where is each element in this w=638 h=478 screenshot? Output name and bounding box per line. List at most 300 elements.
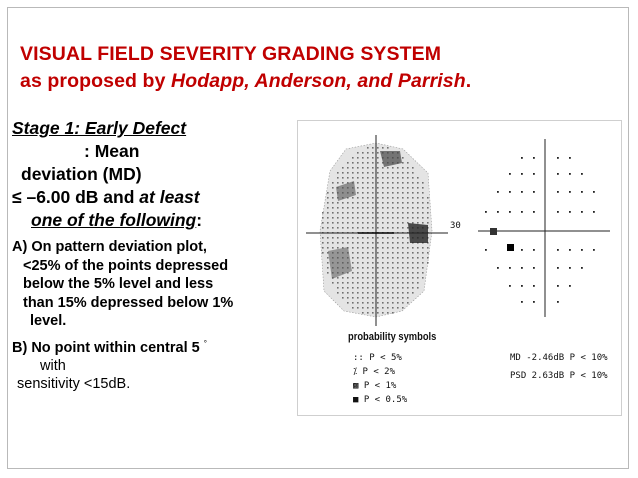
field-dot (382, 212, 384, 214)
criterion-b-text: B) No point within central 5 (12, 339, 200, 356)
field-dot (377, 152, 379, 154)
field-dot (377, 202, 379, 204)
field-dot (322, 222, 324, 224)
field-dot (372, 287, 374, 289)
field-dot (367, 157, 369, 159)
field-dot (352, 237, 354, 239)
field-dot (427, 262, 429, 264)
field-dot (372, 257, 374, 259)
field-dot (337, 217, 339, 219)
field-dot (367, 307, 369, 309)
pd-point (521, 285, 523, 287)
pattern-deviation-plot (478, 139, 610, 317)
field-dot (392, 252, 394, 254)
field-dot (337, 277, 339, 279)
field-dot (357, 197, 359, 199)
field-dot (352, 207, 354, 209)
field-dot (407, 237, 409, 239)
field-dot (392, 227, 394, 229)
field-dot (402, 157, 404, 159)
pd-point (557, 301, 559, 303)
field-dot (397, 287, 399, 289)
field-dot (422, 202, 424, 204)
field-dot (382, 237, 384, 239)
field-dot (367, 227, 369, 229)
field-dot (397, 292, 399, 294)
field-dot (402, 207, 404, 209)
field-dot (402, 162, 404, 164)
stage-line-1: : Mean (84, 141, 140, 161)
field-dot (387, 277, 389, 279)
field-dot (332, 247, 334, 249)
pd-point (521, 301, 523, 303)
field-dot (332, 207, 334, 209)
field-dot (342, 227, 344, 229)
field-dot (342, 217, 344, 219)
field-dot (382, 187, 384, 189)
field-dot (367, 187, 369, 189)
field-dot (327, 197, 329, 199)
field-dot (367, 247, 369, 249)
pd-point (521, 249, 523, 251)
field-dot (367, 257, 369, 259)
field-dot (412, 197, 414, 199)
pd-point (533, 157, 535, 159)
field-dot (367, 182, 369, 184)
field-dot (347, 167, 349, 169)
degree-symbol: ° (203, 338, 207, 348)
field-dot (392, 267, 394, 269)
field-dot (382, 202, 384, 204)
pd-point (569, 285, 571, 287)
field-dot (327, 207, 329, 209)
field-dot (412, 267, 414, 269)
field-dot (387, 227, 389, 229)
field-dot (402, 292, 404, 294)
criterion-b-line-3: sensitivity <15dB. (17, 376, 131, 393)
field-dot (357, 297, 359, 299)
field-dot (372, 207, 374, 209)
field-dot (382, 177, 384, 179)
field-dot (417, 277, 419, 279)
field-dot (427, 247, 429, 249)
field-dot (332, 197, 334, 199)
field-dot (417, 192, 419, 194)
field-dot (367, 212, 369, 214)
field-dot (417, 257, 419, 259)
field-dot (342, 292, 344, 294)
field-dot (347, 222, 349, 224)
field-dot (407, 257, 409, 259)
glyph-p5-icon: :: (353, 353, 364, 363)
field-dot (342, 202, 344, 204)
field-dot (377, 247, 379, 249)
field-dot (427, 217, 429, 219)
field-dot (357, 207, 359, 209)
field-dot (362, 197, 364, 199)
pd-point (569, 157, 571, 159)
field-dot (382, 182, 384, 184)
field-dot (412, 247, 414, 249)
field-dot (387, 217, 389, 219)
field-dot (377, 177, 379, 179)
field-dot (337, 292, 339, 294)
field-dot (352, 157, 354, 159)
field-dot (342, 282, 344, 284)
field-dot (322, 247, 324, 249)
field-dot (367, 287, 369, 289)
field-dot (377, 207, 379, 209)
field-dot (382, 247, 384, 249)
field-dot (382, 172, 384, 174)
field-dot (392, 167, 394, 169)
pd-point (569, 249, 571, 251)
field-dot (412, 222, 414, 224)
field-dot (362, 162, 364, 164)
field-dot (382, 282, 384, 284)
field-dot (332, 282, 334, 284)
field-dot (427, 212, 429, 214)
field-dot (342, 207, 344, 209)
field-dot (367, 297, 369, 299)
field-dot (422, 192, 424, 194)
field-dot (387, 302, 389, 304)
field-dot (397, 197, 399, 199)
field-dot (347, 287, 349, 289)
field-dot (392, 222, 394, 224)
field-dot (427, 257, 429, 259)
criterion-a (12, 238, 302, 331)
pd-point (593, 211, 595, 213)
field-dot (367, 172, 369, 174)
pd-point (497, 267, 499, 269)
field-dot (372, 237, 374, 239)
field-dot (377, 257, 379, 259)
field-dot (387, 267, 389, 269)
field-dot (362, 297, 364, 299)
field-dot (387, 307, 389, 309)
field-dot (347, 237, 349, 239)
field-dot (407, 182, 409, 184)
field-dot (352, 257, 354, 259)
field-dot (377, 237, 379, 239)
field-dot (387, 197, 389, 199)
field-dot (332, 212, 334, 214)
field-dot (352, 162, 354, 164)
field-dot (372, 252, 374, 254)
field-dot (372, 197, 374, 199)
field-dot (367, 162, 369, 164)
field-dot (392, 287, 394, 289)
field-dot (362, 227, 364, 229)
field-dot (392, 262, 394, 264)
field-dot (372, 292, 374, 294)
field-dot (412, 252, 414, 254)
field-dot (362, 167, 364, 169)
pd-point (509, 173, 511, 175)
pd-point (557, 211, 559, 213)
field-dot (377, 197, 379, 199)
field-dot (392, 257, 394, 259)
field-dot (407, 202, 409, 204)
field-dot (357, 162, 359, 164)
field-dot (382, 312, 384, 314)
field-dot (392, 207, 394, 209)
field-dot (417, 267, 419, 269)
field-dot (397, 177, 399, 179)
field-dot (382, 302, 384, 304)
pd-point (581, 211, 583, 213)
field-dot (367, 197, 369, 199)
field-dot (422, 182, 424, 184)
field-dot (417, 287, 419, 289)
field-dot (367, 237, 369, 239)
field-dot (402, 262, 404, 264)
field-dot (372, 152, 374, 154)
field-dot (372, 147, 374, 149)
field-dot (337, 212, 339, 214)
field-dot (417, 207, 419, 209)
field-dot (382, 192, 384, 194)
field-dot (332, 237, 334, 239)
field-dot (392, 237, 394, 239)
symbol-p5: :: P < 5% (353, 353, 402, 363)
criterion-a-line-4: than 15% depressed below 1% (23, 294, 234, 311)
field-dot (372, 177, 374, 179)
field-dot (407, 162, 409, 164)
field-dot (342, 297, 344, 299)
field-dot (407, 282, 409, 284)
field-dot (382, 262, 384, 264)
field-dot (372, 162, 374, 164)
depressed-point-marker (507, 244, 514, 251)
field-dot (417, 217, 419, 219)
field-dot (367, 202, 369, 204)
field-dot (397, 192, 399, 194)
field-dot (387, 237, 389, 239)
field-dot (402, 172, 404, 174)
field-dot (422, 212, 424, 214)
field-dot (407, 217, 409, 219)
pd-point (581, 267, 583, 269)
field-dot (362, 202, 364, 204)
pd-point (521, 173, 523, 175)
field-dot (367, 267, 369, 269)
field-dot (357, 202, 359, 204)
field-dot (367, 252, 369, 254)
pd-point (521, 191, 523, 193)
field-dot (377, 282, 379, 284)
field-dot (382, 307, 384, 309)
field-dot (412, 177, 414, 179)
field-dot (407, 187, 409, 189)
field-dot (422, 207, 424, 209)
field-dot (352, 227, 354, 229)
pd-point (557, 191, 559, 193)
greyscale-plot (306, 135, 448, 326)
field-dot (372, 202, 374, 204)
field-dot (427, 222, 429, 224)
field-dot (352, 202, 354, 204)
field-dot (407, 302, 409, 304)
field-dot (407, 297, 409, 299)
criterion-b-line-2: with (40, 357, 66, 374)
field-dot (397, 267, 399, 269)
field-dot (332, 222, 334, 224)
field-dot (357, 222, 359, 224)
field-dot (412, 192, 414, 194)
field-dot (392, 172, 394, 174)
field-dot (397, 237, 399, 239)
field-dot (387, 172, 389, 174)
field-dot (402, 252, 404, 254)
field-dot (377, 167, 379, 169)
field-dot (417, 177, 419, 179)
field-dot (362, 262, 364, 264)
stage-line-4 (12, 209, 302, 232)
field-dot (352, 267, 354, 269)
field-dot (322, 227, 324, 229)
field-dot (382, 267, 384, 269)
pd-point (593, 249, 595, 251)
field-dot (362, 272, 364, 274)
pd-point (509, 211, 511, 213)
field-dot (387, 282, 389, 284)
field-dot (352, 282, 354, 284)
field-dot (372, 282, 374, 284)
field-dot (337, 222, 339, 224)
field-dot (387, 292, 389, 294)
field-dot (422, 247, 424, 249)
field-dot (357, 287, 359, 289)
field-dot (367, 302, 369, 304)
field-dot (412, 172, 414, 174)
field-dot (392, 197, 394, 199)
field-dot (377, 242, 379, 244)
field-dot (392, 297, 394, 299)
field-dot (387, 262, 389, 264)
field-dot (347, 227, 349, 229)
field-dot (407, 267, 409, 269)
field-dot (352, 212, 354, 214)
field-dot (402, 297, 404, 299)
field-dot (407, 287, 409, 289)
pd-point (581, 173, 583, 175)
field-dot (347, 172, 349, 174)
field-dot (392, 292, 394, 294)
field-dot (372, 277, 374, 279)
stage-line-4-emph: one of the following (31, 210, 197, 230)
pd-point (509, 285, 511, 287)
field-dot (357, 307, 359, 309)
field-dot (367, 282, 369, 284)
field-dot (342, 287, 344, 289)
field-dot (367, 312, 369, 314)
criterion-a-line-2: <25% of the points depressed (23, 257, 229, 274)
field-dot (387, 192, 389, 194)
field-dot (362, 252, 364, 254)
pd-point (521, 211, 523, 213)
field-dot (342, 212, 344, 214)
field-dot (372, 222, 374, 224)
pd-point (497, 191, 499, 193)
field-dot (357, 172, 359, 174)
field-dot (372, 172, 374, 174)
field-dot (337, 177, 339, 179)
field-dot (357, 242, 359, 244)
field-dot (357, 282, 359, 284)
field-dot (352, 272, 354, 274)
field-dot (407, 292, 409, 294)
field-dot (357, 157, 359, 159)
field-dot (387, 147, 389, 149)
field-dot (362, 287, 364, 289)
field-dot (372, 167, 374, 169)
field-dot (422, 252, 424, 254)
depressed-point-marker (490, 228, 497, 235)
field-dot (417, 212, 419, 214)
field-dot (407, 247, 409, 249)
field-dot (407, 277, 409, 279)
field-dot (412, 277, 414, 279)
field-dot (382, 292, 384, 294)
field-dot (382, 297, 384, 299)
field-dot (382, 167, 384, 169)
field-dot (357, 212, 359, 214)
field-dot (402, 212, 404, 214)
field-dot (402, 257, 404, 259)
field-dot (407, 192, 409, 194)
field-dot (352, 277, 354, 279)
pd-point (557, 173, 559, 175)
criterion-a-line-5: level. (30, 313, 67, 329)
field-dot (392, 187, 394, 189)
field-dot (387, 207, 389, 209)
field-dot (367, 272, 369, 274)
field-dot (392, 247, 394, 249)
field-dot (372, 267, 374, 269)
field-dot (377, 302, 379, 304)
field-dot (357, 262, 359, 264)
field-dot (392, 242, 394, 244)
axis-label: 30 (450, 221, 461, 231)
field-dot (402, 277, 404, 279)
field-dot (332, 187, 334, 189)
field-dot (352, 177, 354, 179)
field-dot (377, 277, 379, 279)
pd-point (533, 249, 535, 251)
title-suffix: . (465, 70, 472, 92)
field-dot (402, 242, 404, 244)
field-dot (327, 242, 329, 244)
field-dot (402, 202, 404, 204)
field-dot (397, 222, 399, 224)
field-dot (402, 272, 404, 274)
field-dot (337, 237, 339, 239)
field-dot (372, 212, 374, 214)
field-dot (417, 182, 419, 184)
field-dot (422, 257, 424, 259)
field-dot (422, 267, 424, 269)
field-dot (332, 227, 334, 229)
field-dot (327, 222, 329, 224)
field-dot (327, 237, 329, 239)
field-dot (387, 222, 389, 224)
pd-point (593, 191, 595, 193)
field-dot (417, 187, 419, 189)
field-dot (377, 312, 379, 314)
field-dot (402, 247, 404, 249)
